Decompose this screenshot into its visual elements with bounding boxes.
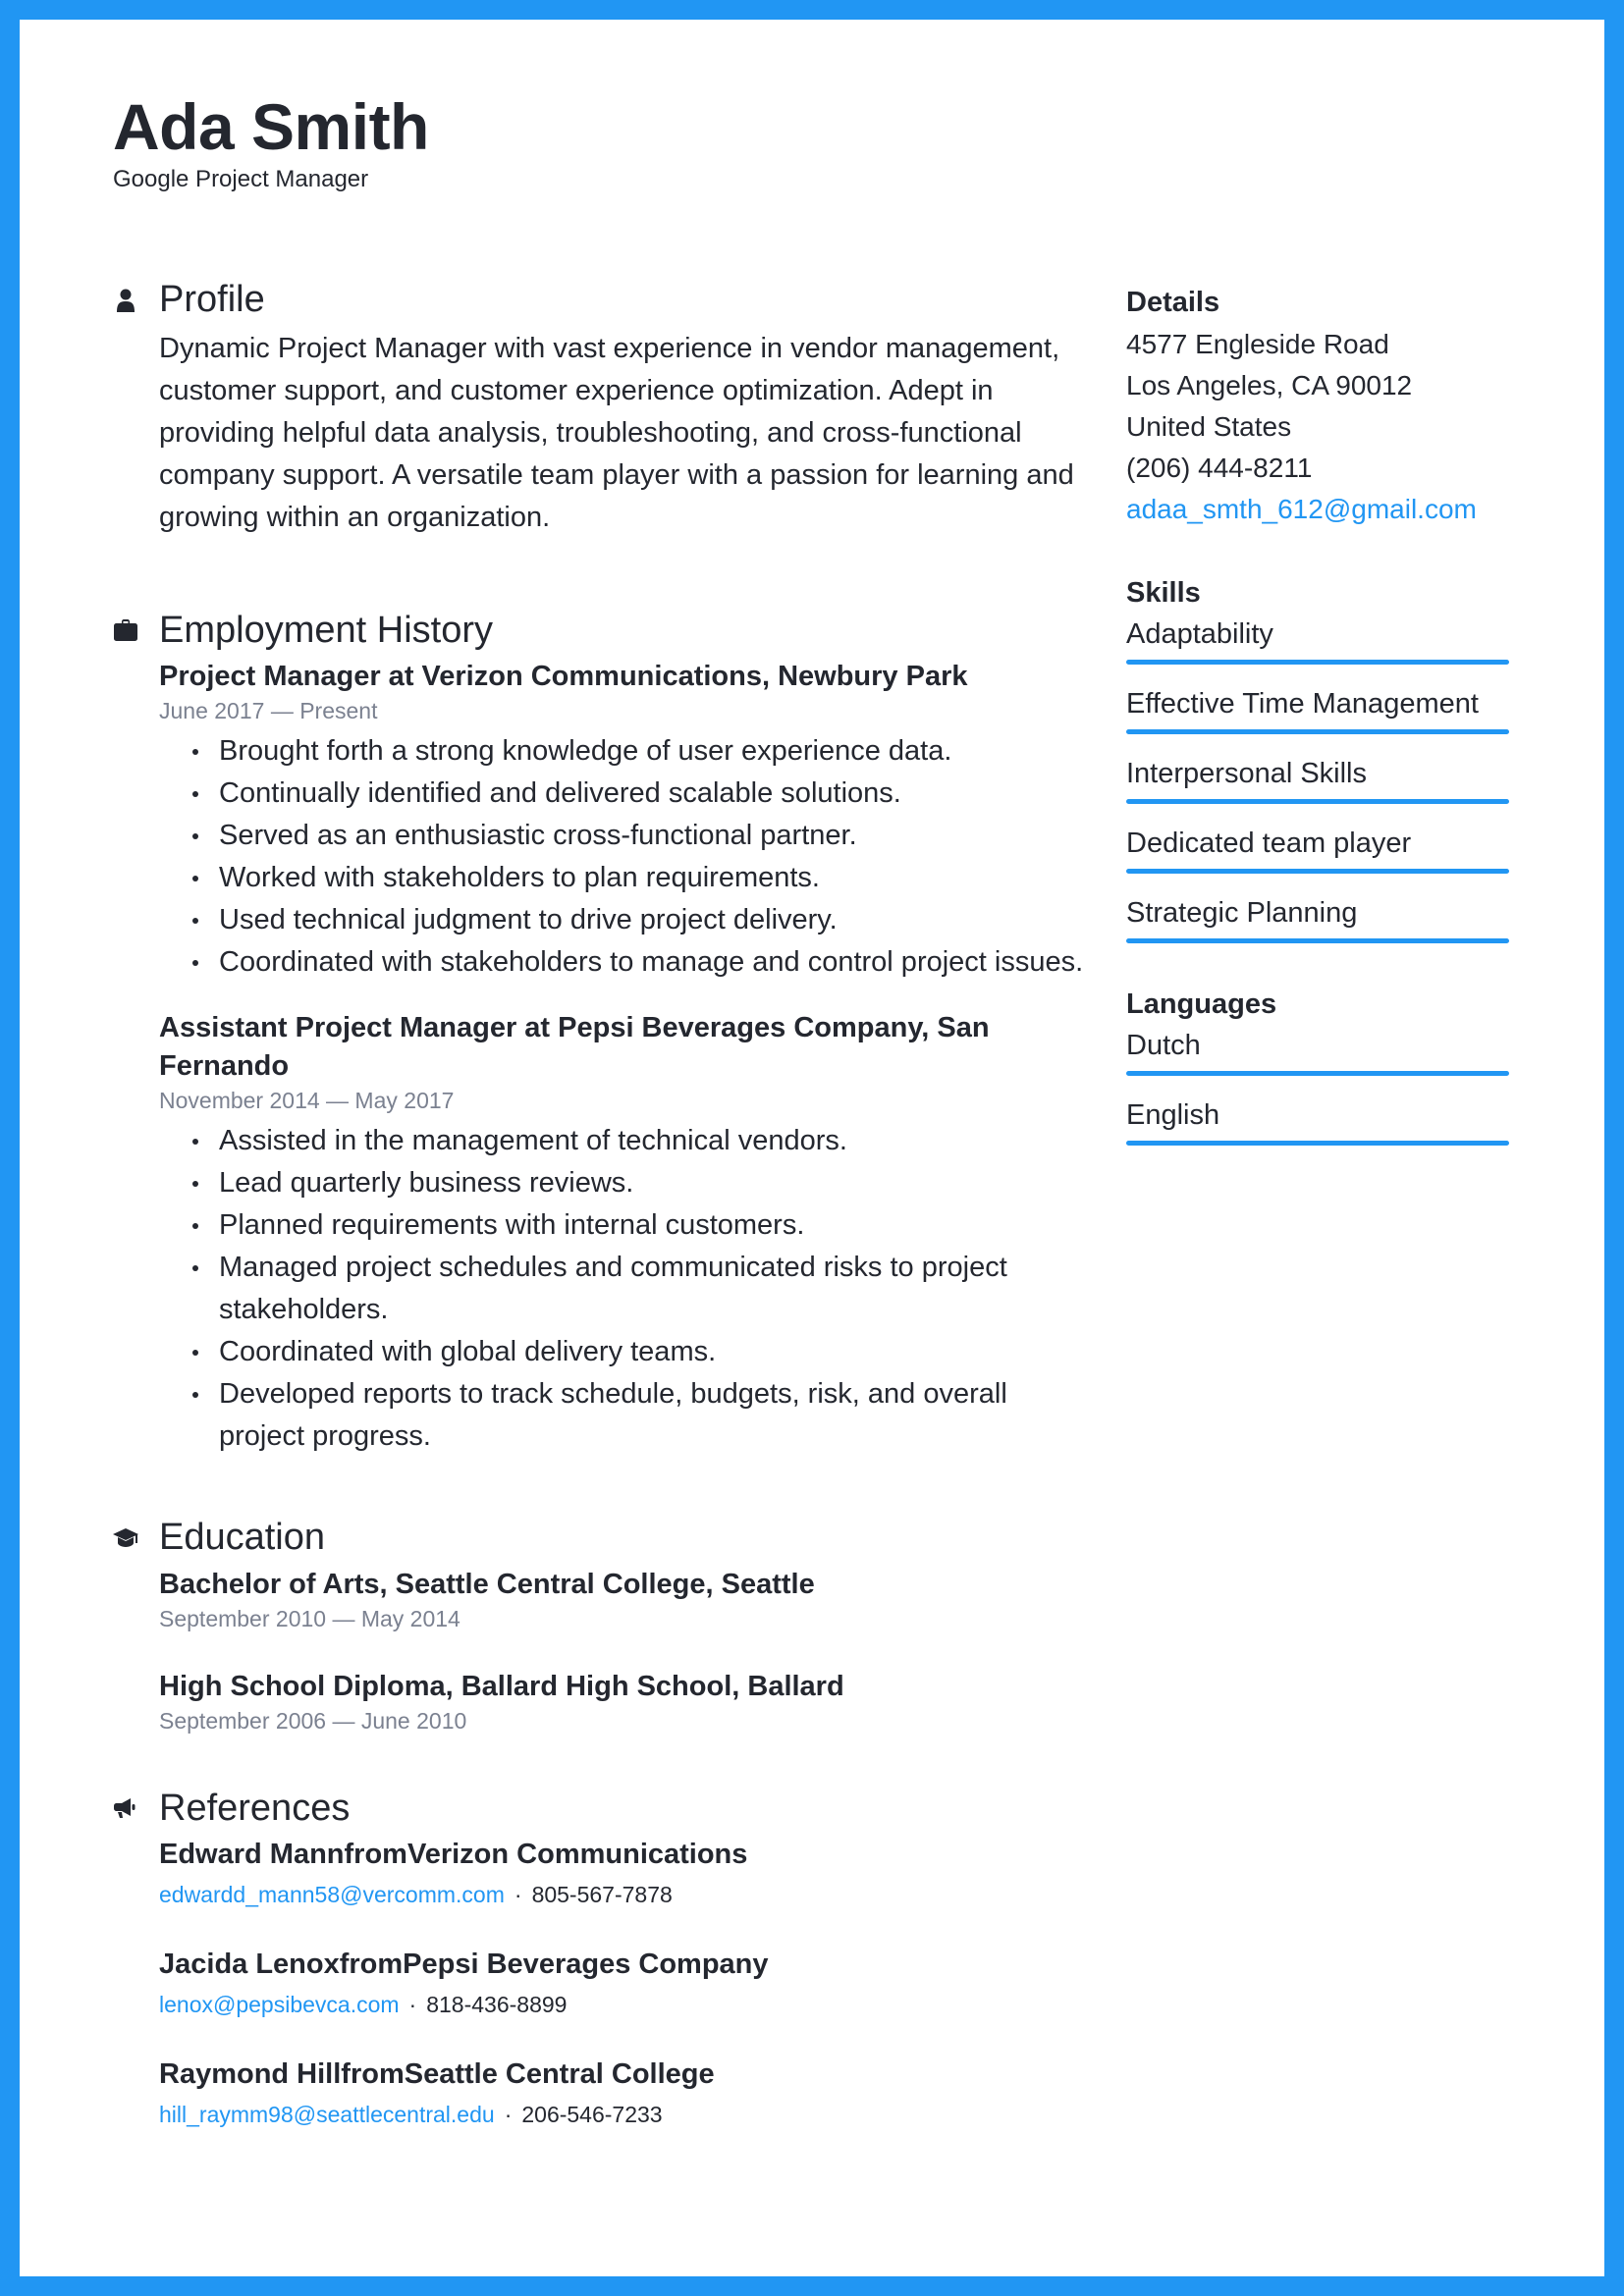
candidate-name: Ada Smith	[113, 90, 429, 163]
reference-name: Edward MannfromVerizon Communications	[159, 1839, 748, 1870]
education-title: High School Diploma, Ballard High School, Ballard	[159, 1670, 844, 1702]
phone-number: (206) 444-8211	[1126, 453, 1313, 483]
reference-name: Raymond HillfromSeattle Central College	[159, 2058, 715, 2090]
references-heading: References	[159, 1787, 351, 1829]
skill-level-bar	[1126, 729, 1509, 734]
reference-entry	[159, 1836, 1085, 1908]
resume-header	[113, 88, 429, 193]
language-name: English	[1126, 1099, 1220, 1131]
skill-name: Adaptability	[1126, 618, 1273, 650]
reference-name: Jacida LenoxfromPepsi Beverages Company	[159, 1949, 769, 1980]
details-block	[1126, 283, 1509, 530]
reference-email-link[interactable]: edwardd_mann58@vercomm.com	[159, 1882, 505, 1907]
reference-contact	[159, 1882, 1085, 1908]
reference-phone: 818-436-8899	[426, 1992, 568, 2017]
education-dates: September 2006 — June 2010	[159, 1707, 467, 1734]
reference-separator: ·	[504, 2102, 513, 2127]
reference-separator: ·	[408, 1992, 417, 2017]
education-heading: Education	[159, 1517, 326, 1558]
job-dates: June 2017 — Present	[159, 698, 378, 723]
profile-section	[113, 277, 1085, 539]
job-bullet: Worked with stakeholders to plan requirements.	[189, 857, 1085, 899]
language-level-bar	[1126, 1071, 1509, 1076]
candidate-job-title: Google Project Manager	[113, 166, 369, 193]
language-item	[1126, 1026, 1509, 1076]
skill-item	[1126, 893, 1509, 943]
profile-summary: Dynamic Project Manager with vast experience in vendor management, customer support, and customer experience optimization. Adept in providing helpful data analysis, troubleshooting, and cross-functional company support. A versatile team player with a passion for learning and growing within an organization.	[159, 332, 1074, 533]
languages-heading: Languages	[1126, 988, 1277, 1020]
job-bullet: Developed reports to track schedule, budgets, risk, and overall project progress.	[189, 1373, 1085, 1458]
language-level-fill	[1126, 1071, 1509, 1076]
address-line-1: 4577 Engleside Road	[1126, 329, 1389, 359]
address-line-2: Los Angeles, CA 90012	[1126, 370, 1413, 400]
skill-level-bar	[1126, 938, 1509, 943]
education-dates: September 2010 — May 2014	[159, 1605, 460, 1631]
email-link[interactable]: adaa_smth_612@gmail.com	[1126, 494, 1477, 524]
reference-separator: ·	[514, 1882, 522, 1907]
job-bullet: Served as an enthusiastic cross-functional partner.	[189, 815, 1085, 857]
job-bullet: Planned requirements with internal customers.	[189, 1204, 1085, 1247]
skill-level-bar	[1126, 660, 1509, 665]
job-bullet: Managed project schedules and communicated risks to project stakeholders.	[189, 1247, 1085, 1331]
job-list	[159, 658, 1085, 1458]
skill-level-fill	[1126, 799, 1509, 804]
skill-item	[1126, 754, 1509, 804]
job-entry	[159, 658, 1085, 984]
reference-contact	[159, 2102, 1085, 2128]
megaphone-icon	[113, 1795, 138, 1821]
job-bullet: Used technical judgment to drive project delivery.	[189, 899, 1085, 941]
reference-phone: 206-546-7233	[521, 2102, 663, 2127]
details-heading: Details	[1126, 287, 1220, 318]
reference-phone: 805-567-7878	[531, 1882, 673, 1907]
skill-level-fill	[1126, 729, 1509, 734]
skill-name: Interpersonal Skills	[1126, 758, 1367, 789]
job-bullet: Coordinated with global delivery teams.	[189, 1331, 1085, 1373]
main-column	[113, 277, 1085, 2199]
references-section	[113, 1786, 1085, 2129]
languages-block	[1126, 985, 1509, 1146]
reference-email-link[interactable]: hill_raymm98@seattlecentral.edu	[159, 2102, 495, 2127]
person-icon	[113, 288, 138, 313]
employment-section	[113, 608, 1085, 1459]
skill-level-fill	[1126, 938, 1509, 943]
skill-level-fill	[1126, 869, 1509, 874]
reference-contact	[159, 1992, 1085, 2018]
language-level-fill	[1126, 1141, 1509, 1146]
country: United States	[1126, 411, 1292, 442]
sidebar	[1126, 283, 1509, 1191]
education-list	[159, 1566, 1085, 1735]
profile-heading: Profile	[159, 279, 265, 320]
briefcase-icon	[113, 617, 138, 643]
skill-item	[1126, 684, 1509, 734]
language-item	[1126, 1095, 1509, 1146]
job-bullet: Brought forth a strong knowledge of user experience data.	[189, 730, 1085, 773]
reference-entry	[159, 2056, 1085, 2128]
job-dates: November 2014 — May 2017	[159, 1088, 455, 1113]
languages-list	[1126, 1026, 1509, 1146]
skill-level-bar	[1126, 799, 1509, 804]
job-bullet: Coordinated with stakeholders to manage and control project issues.	[189, 941, 1085, 984]
graduation-cap-icon	[113, 1525, 138, 1551]
job-bullet: Continually identified and delivered scalable solutions.	[189, 773, 1085, 815]
education-entry	[159, 1566, 1085, 1632]
skills-list	[1126, 614, 1509, 943]
employment-heading: Employment History	[159, 609, 493, 651]
skill-name: Effective Time Management	[1126, 688, 1479, 720]
language-name: Dutch	[1126, 1030, 1201, 1061]
skill-item	[1126, 614, 1509, 665]
reference-email-link[interactable]: lenox@pepsibevca.com	[159, 1992, 400, 2017]
job-title: Project Manager at Verizon Communications, Newbury Park	[159, 661, 968, 692]
job-bullet: Lead quarterly business reviews.	[189, 1162, 1085, 1204]
language-level-bar	[1126, 1141, 1509, 1146]
job-bullet-list	[159, 730, 1085, 984]
skill-level-bar	[1126, 869, 1509, 874]
skills-heading: Skills	[1126, 577, 1201, 609]
skills-block	[1126, 573, 1509, 943]
job-entry	[159, 1009, 1085, 1458]
job-bullet-list	[159, 1120, 1085, 1458]
reference-list	[159, 1836, 1085, 2128]
skill-item	[1126, 824, 1509, 874]
skill-name: Strategic Planning	[1126, 897, 1358, 929]
reference-entry	[159, 1946, 1085, 2018]
education-title: Bachelor of Arts, Seattle Central College, Seattle	[159, 1568, 815, 1600]
job-title: Assistant Project Manager at Pepsi Beverages Company, San Fernando	[159, 1012, 990, 1082]
job-bullet: Assisted in the management of technical vendors.	[189, 1120, 1085, 1162]
education-entry	[159, 1668, 1085, 1735]
education-section	[113, 1515, 1085, 1735]
skill-level-fill	[1126, 660, 1509, 665]
skill-name: Dedicated team player	[1126, 828, 1412, 859]
resume-page	[20, 20, 1604, 2276]
